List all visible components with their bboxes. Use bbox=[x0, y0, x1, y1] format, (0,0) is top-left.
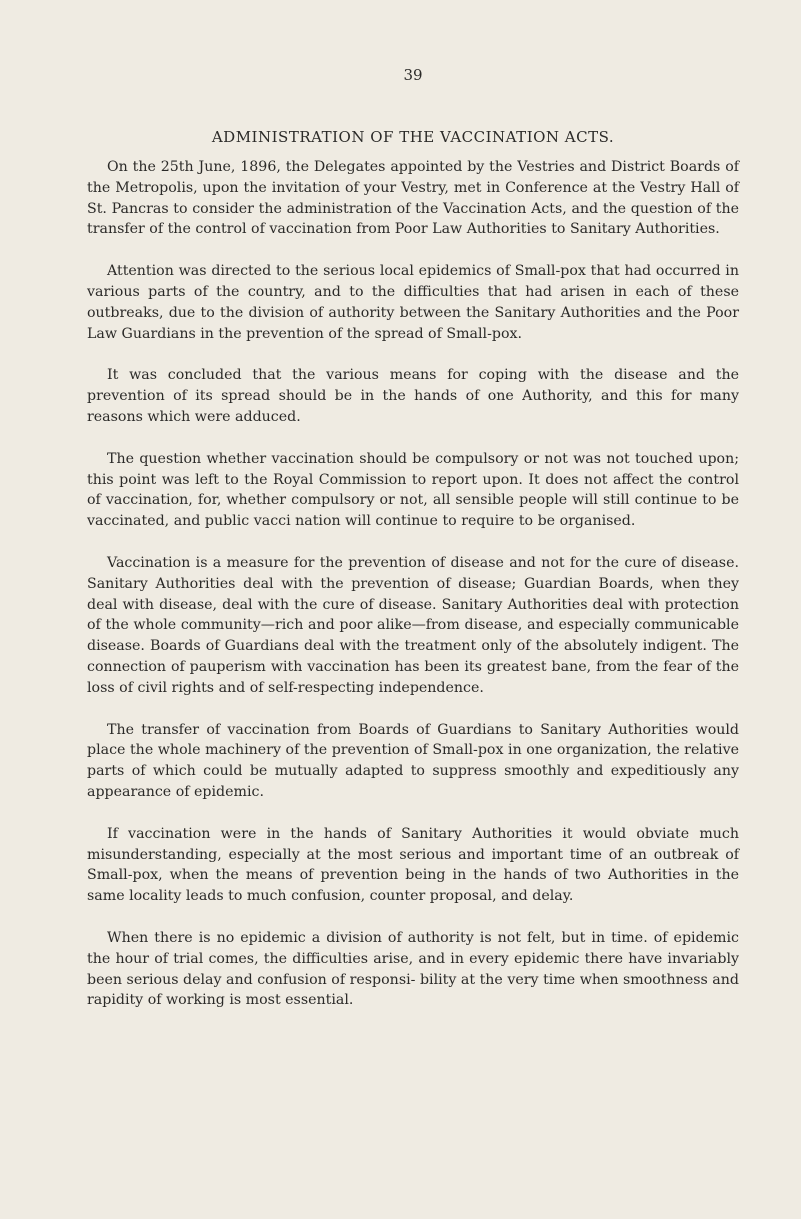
paragraph-3: It was concluded that the various means for coping with the disease and the prevention of its spread should be in the hands of one Authority, and this for many reasons which were adduced. bbox=[87, 367, 739, 425]
section-title: ADMINISTRATION OF THE VACCINATION ACTS. bbox=[211, 128, 615, 146]
paragraph-2: Attention was directed to the serious local epidemics of Small-pox that had occurred in various parts of the country, and to the difficulties that had arisen in each of these outbreaks, due to the division of authority between the Sanitary Authorities and the Poor Law Guardians in the prevention of the spread of Small-pox. bbox=[87, 263, 739, 342]
paragraph-4: The question whether vaccination should be compulsory or not was not touched upon; this point was left to the Royal Commission to report upon. It does not affect the control of vaccination, for, whether compulsory or not, all sensible people will still continue to be vaccinated, and public vacci nation will continue to require to be organised. bbox=[87, 450, 739, 530]
paragraph-7: If vaccination were in the hands of Sanitary Authorities it would obviate much misunderstanding, especially at the most serious and important time of an outbreak of Small-pox, when the means of prevention being in the hands of two Authorities in the same locality leads to much confusion, counter proposal, and delay. bbox=[87, 825, 739, 905]
page-number: 39 bbox=[403, 66, 423, 84]
paragraph-6: The transfer of vaccination from Boards of Guardians to Sanitary Authorities would place the whole machinery of the prevention of Small-pox in one organization, the relative parts of which could be mutually adapted to suppress smoothly and expeditiously any appearance of epidemic. bbox=[87, 721, 739, 800]
paragraph-8: When there is no epidemic a division of authority is not felt, but in time. of epidemic the hour of trial comes, the difficulties arise, and in every epidemic there have invariably been serious delay and confusion of responsi- bility at the very time when smoothness and rapidity of working is most essential. bbox=[87, 929, 739, 1009]
paragraph-5: Vaccination is a measure for the prevention of disease and not for the cure of disease. Sanitary Authorities deal with the prevention of disease; Guardian Boards, when they deal with disease, deal with the cure of disease. Sanitary Authorities deal with protection of the whole community—rich and poor alike—from disease, and especially communicable disease. Boards of Guardians deal with the treatment only of the absolutely indigent. The connection of pauperism with vaccination has been its greatest bane, from the fear of the loss of civil rights and of self-respecting independence. bbox=[87, 554, 739, 696]
paragraph-1: On the 25th June, 1896, the Delegates appointed by the Vestries and District Boards of the Metropolis, upon the invitation of your Vestry, met in Conference at the Vestry Hall of St. Pancras to consider the administration of the Vaccination Acts, and the question of the transfer of the control of vaccination from Poor Law Authorities to Sanitary Authorities. bbox=[87, 159, 739, 238]
